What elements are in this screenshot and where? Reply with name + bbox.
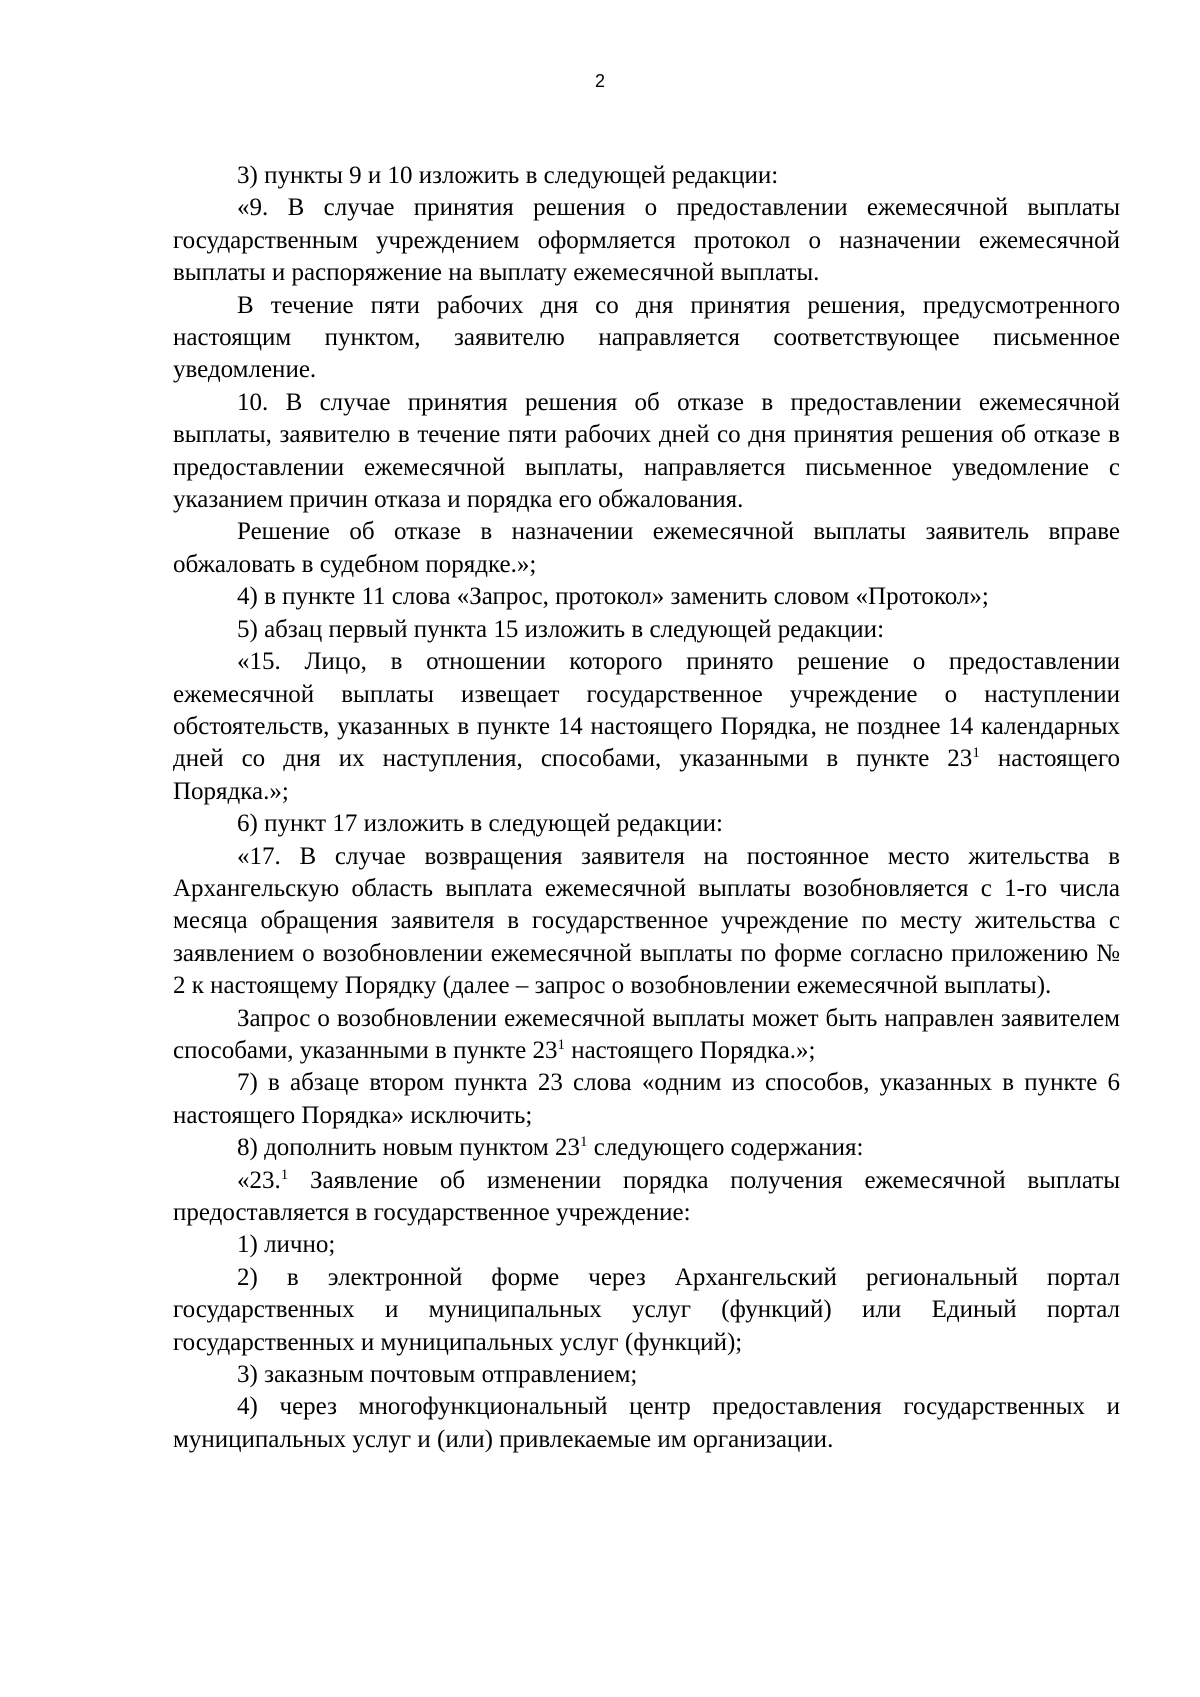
paragraph-method-2: 2) в электронной форме через Архангельский региональный портал государственных и муниципальных услуг (функций) или Единый портал государственных и муниципальных услуг (функций);: [173, 1263, 1120, 1356]
paragraph-point-23-1: [173, 1165, 1120, 1230]
paragraph-point-10: 10. В случае принятия решения об отказе в предоставлении ежемесячной выплаты, заявителю в течение пяти рабочих дней со дня принятия решения об отказе в предоставлении ежемесячной выплаты, направляется письменное уведомление с указанием причин отказа и порядка его обжалования.: [173, 388, 1120, 514]
paragraph-notification-term: В течение пяти рабочих дня со дня принятия решения, предусмотренного настоящим пунктом, заявителю направляется соответствующее письменное уведомление.: [173, 291, 1120, 384]
paragraph-item-4: 4) в пункте 11 слова «Запрос, протокол» заменить словом «Протокол»;: [237, 583, 989, 611]
document-body: [173, 160, 1120, 1456]
paragraph-item-8: [173, 1132, 1120, 1164]
paragraph-method-1: 1) лично;: [237, 1231, 336, 1259]
superscript: 1: [280, 1166, 289, 1183]
superscript: 1: [557, 1036, 565, 1053]
paragraph-method-3: 3) заказным почтовым отправлением;: [237, 1361, 638, 1389]
superscript: 1: [579, 1134, 588, 1151]
paragraph-item-7: 7) в абзаце втором пункта 23 слова «одним из способов, указанных в пункте 6 настоящего Порядка» исключить;: [173, 1069, 1120, 1129]
paragraph-appeal: Решение об отказе в назначении ежемесячной выплаты заявитель вправе обжаловать в судебном порядке.»;: [173, 518, 1120, 578]
text-fragment: «23.: [237, 1166, 281, 1194]
paragraph-method-4: 4) через многофункциональный центр предоставления государственных и муниципальных услуг и (или) привлекаемые им организации.: [173, 1393, 1120, 1453]
text-fragment: следующего содержания:: [587, 1134, 864, 1162]
paragraph-item-3: 3) пункты 9 и 10 изложить в следующей редакции:: [237, 162, 779, 189]
paragraph-point-9: «9. В случае принятия решения о предоставлении ежемесячной выплаты государственным учреждением оформляется протокол о назначении ежемесячной выплаты и распоряжение на выплату ежемесячной выплаты.: [173, 194, 1120, 287]
paragraph-point-15: [173, 646, 1120, 808]
page-number: 2: [594, 71, 605, 91]
paragraph-point-17: «17. В случае возвращения заявителя на постоянное место жительства в Архангельскую область выплата ежемесячной выплаты возобновляется с 1-го числа месяца обращения заявителя в государственное учреждение по месту жительства с заявлением о возобновлении ежемесячной выплаты по форме согласно приложению № 2 к настоящему Порядку (далее – запрос о возобновлении ежемесячной выплаты).: [173, 842, 1120, 1000]
text-fragment: настоящего Порядка.»;: [564, 1036, 816, 1064]
text-fragment: «15. Лицо, в отношении которого принято решение о предоставлении ежемесячной выплаты извещает государственное учреждение о наступлении обстоятельств, указанных в пункте 14 настоящего Порядка, не позднее 14 календарных дней со дня их наступления, способами, указанными в пункте 23: [173, 648, 1120, 773]
superscript: 1: [972, 745, 980, 762]
text-fragment: Заявление об изменении порядка получения ежемесячной выплаты предоставляется в государственное учреждение:: [173, 1166, 1120, 1226]
paragraph-item-6: 6) пункт 17 изложить в следующей редакции:: [237, 810, 723, 838]
text-fragment: 8) дополнить новым пунктом 23: [237, 1134, 580, 1162]
text-fragment: Запрос о возобновлении ежемесячной выплаты может быть направлен заявителем способами, указанными в пункте 23: [173, 1004, 1120, 1064]
paragraph-resume-request: [173, 1003, 1120, 1068]
text-fragment: настоящего Порядка.»;: [173, 745, 1120, 805]
paragraph-item-5: 5) абзац первый пункта 15 изложить в следующей редакции:: [237, 615, 885, 643]
